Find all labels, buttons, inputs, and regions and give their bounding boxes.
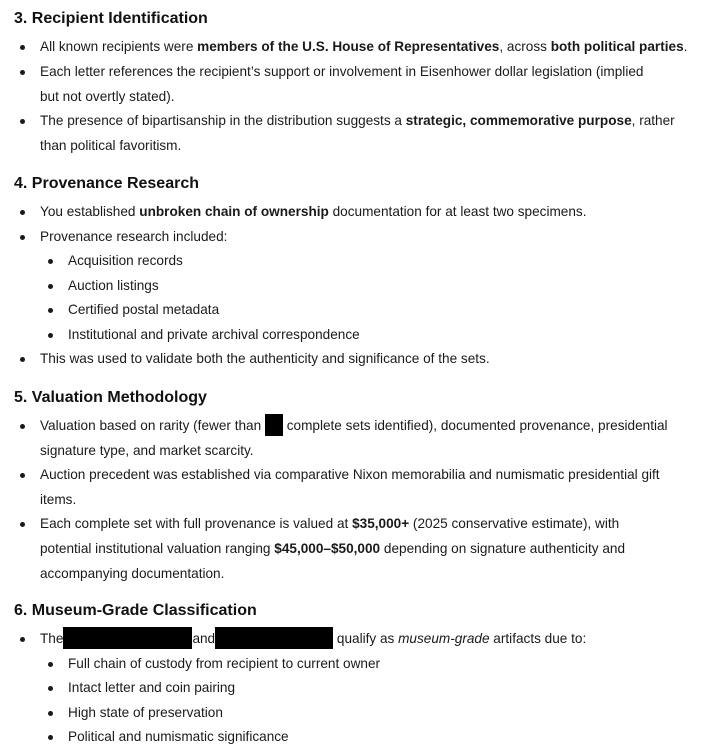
bullet-icon <box>48 735 53 740</box>
bullet-icon <box>48 259 53 264</box>
bullet-icon <box>20 424 25 429</box>
bullet-icon <box>20 45 25 50</box>
sub-list-item: Political and numismatic significance <box>68 725 289 750</box>
sub-list-item: Acquisition records <box>68 249 183 274</box>
list-item: This was used to validate both the authenticity and significance of the sets. <box>40 347 490 372</box>
list-item-continuation: than political favoritism. <box>40 138 182 153</box>
list-item-continuation: but not overtly stated). <box>40 89 175 104</box>
sub-list-item: Certified postal metadata <box>68 298 219 323</box>
list-item: Each letter references the recipient’s support or involvement in Eisenhower dollar legislation (implied <box>40 60 643 85</box>
sub-list-item: High state of preservation <box>68 701 223 726</box>
list-item: The and qualify as museum-grade artifacts due to: <box>40 627 586 652</box>
bullet-icon <box>20 522 25 527</box>
sub-list-item: Institutional and private archival correspondence <box>68 323 360 348</box>
section-5-heading: 5. Valuation Methodology <box>14 389 207 406</box>
bullet-icon <box>48 686 53 691</box>
list-item: Provenance research included: <box>40 225 227 250</box>
bullet-icon <box>48 662 53 667</box>
sub-list-item: Full chain of custody from recipient to current owner <box>68 652 380 677</box>
redaction-block <box>215 627 333 649</box>
sub-list-item: Auction listings <box>68 274 159 299</box>
list-item-continuation: accompanying documentation. <box>40 566 225 581</box>
list-item: Auction precedent was established via comparative Nixon memorabilia and numismatic presidential gift <box>40 463 660 488</box>
redaction-block <box>63 627 192 649</box>
bullet-icon <box>20 235 25 240</box>
bullet-icon <box>20 119 25 124</box>
bullet-icon <box>20 637 25 642</box>
list-item: Each complete set with full provenance is valued at $35,000+ (2025 conservative estimate), with <box>40 512 619 537</box>
section-4-heading: 4. Provenance Research <box>14 175 199 192</box>
bullet-icon <box>48 711 53 716</box>
list-item-continuation: signature type, and market scarcity. <box>40 443 254 458</box>
bullet-icon <box>48 284 53 289</box>
list-item: The presence of bipartisanship in the distribution suggests a strategic, commemorative purpose, rather <box>40 109 675 134</box>
list-item: Valuation based on rarity (fewer than complete sets identified), documented provenance, presidential <box>40 414 668 439</box>
list-item: You established unbroken chain of ownership documentation for at least two specimens. <box>40 200 587 225</box>
bullet-icon <box>48 333 53 338</box>
bullet-icon <box>20 473 25 478</box>
bullet-icon <box>20 70 25 75</box>
bullet-icon <box>48 308 53 313</box>
bullet-icon <box>20 210 25 215</box>
bullet-icon <box>20 357 25 362</box>
section-6-heading: 6. Museum-Grade Classification <box>14 602 257 619</box>
sub-list-item: Intact letter and coin pairing <box>68 676 235 701</box>
list-item: All known recipients were members of the U.S. House of Representatives, across both political parties. <box>40 35 687 60</box>
section-3-heading: 3. Recipient Identification <box>14 10 208 27</box>
list-item-continuation: items. <box>40 492 77 507</box>
redaction-block <box>265 414 283 436</box>
list-item-continuation: potential institutional valuation ranging $45,000–$50,000 depending on signature authenticity and <box>40 541 625 556</box>
